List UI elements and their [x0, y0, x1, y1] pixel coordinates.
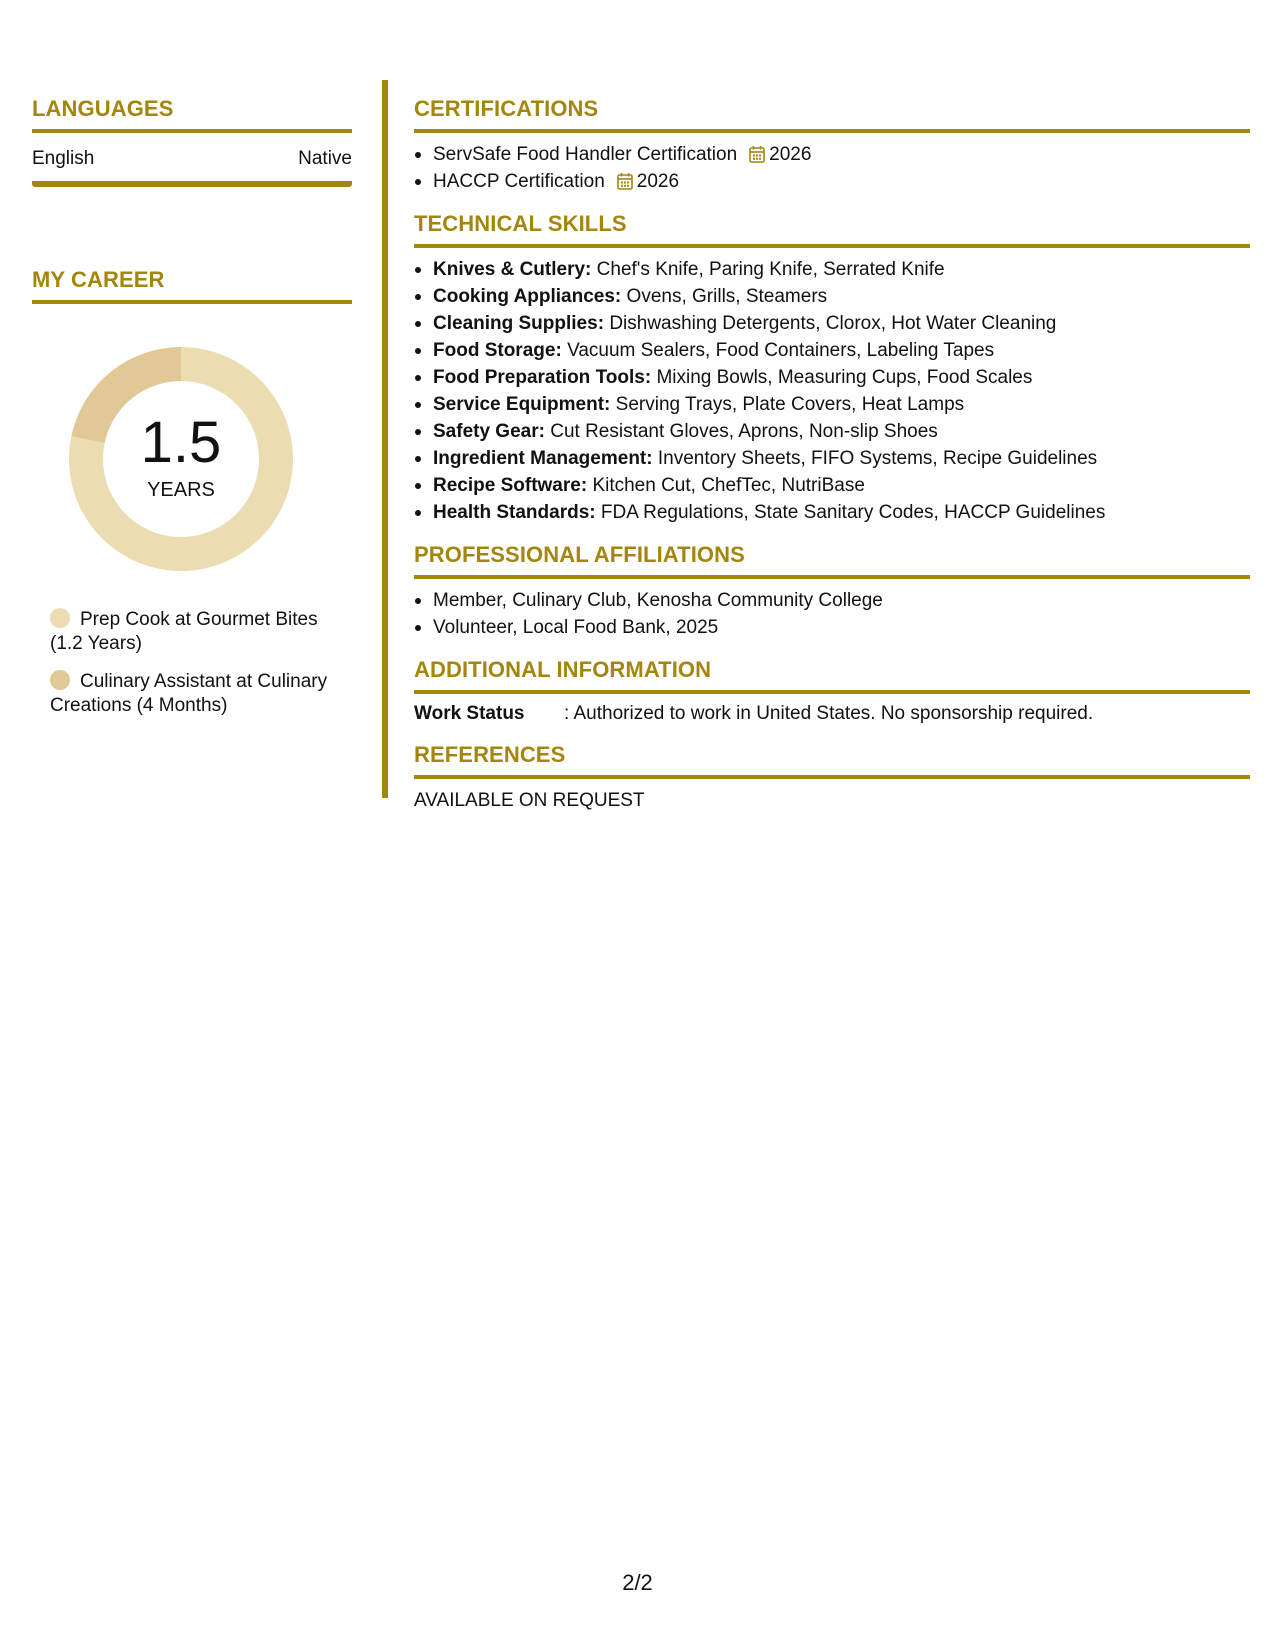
list-item [414, 337, 1250, 364]
skill-label: Ingredient Management: [433, 448, 653, 469]
skill-label: Food Preparation Tools: [433, 367, 652, 388]
skill-value: Vacuum Sealers, Food Containers, Labeling Tapes [567, 340, 995, 361]
calendar-icon [749, 145, 765, 163]
list-item: Member, Culinary Club, Kenosha Community College [414, 587, 1250, 614]
list-item [414, 418, 1250, 445]
list-item [414, 168, 1250, 195]
career-heading: MY CAREER [32, 267, 352, 304]
certification-year: 2026 [769, 144, 812, 165]
skill-value: FDA Regulations, State Sanitary Codes, HACCP Guidelines [600, 502, 1106, 523]
legend-item [50, 670, 352, 718]
right-column [414, 96, 1250, 813]
references-heading: REFERENCES [414, 742, 1250, 779]
certification-year: 2026 [636, 171, 680, 192]
list-item [414, 364, 1250, 391]
skill-label: Recipe Software: [433, 475, 588, 496]
skill-value: Mixing Bowls, Measuring Cups, Food Scales [656, 367, 1033, 388]
skill-label: Knives & Cutlery: [433, 259, 592, 280]
info-key: Work Status [414, 703, 525, 724]
page-number: 2/2 [622, 1570, 653, 1595]
language-name: English [32, 148, 95, 169]
career-legend [50, 608, 352, 718]
language-level: Native [298, 148, 352, 169]
column-divider [382, 80, 388, 798]
list-item [414, 499, 1250, 526]
skill-label: Service Equipment: [433, 394, 611, 415]
affiliations-list [414, 587, 1250, 641]
list-item [414, 310, 1250, 337]
list-item [414, 472, 1250, 499]
skill-label: Cleaning Supplies: [433, 313, 605, 334]
technical-skills-heading: TECHNICAL SKILLS [414, 211, 1250, 248]
references-text: AVAILABLE ON REQUEST [414, 790, 645, 811]
career-total-unit: YEARS [147, 479, 215, 501]
skill-value: Dishwashing Detergents, Clorox, Hot Water Cleaning [609, 313, 1057, 334]
skill-label: Cooking Appliances: [433, 286, 622, 307]
skill-value: Kitchen Cut, ChefTec, NutriBase [592, 475, 865, 496]
legend-dot-icon [50, 608, 70, 628]
additional-info-heading: ADDITIONAL INFORMATION [414, 657, 1250, 694]
languages-heading: LANGUAGES [32, 96, 352, 133]
list-item [414, 391, 1250, 418]
skill-label: Health Standards: [433, 502, 596, 523]
list-item [414, 445, 1250, 472]
skill-value: Ovens, Grills, Steamers [626, 286, 828, 307]
legend-dot-icon [50, 670, 70, 690]
skill-value: Serving Trays, Plate Covers, Heat Lamps [615, 394, 965, 415]
list-item [414, 256, 1250, 283]
list-item: Volunteer, Local Food Bank, 2025 [414, 614, 1250, 641]
technical-skills-list [414, 256, 1250, 526]
skill-value: Inventory Sheets, FIFO Systems, Recipe Guidelines [657, 448, 1098, 469]
skill-value: Cut Resistant Gloves, Aprons, Non-slip Shoes [550, 421, 938, 442]
certifications-list [414, 141, 1250, 195]
language-row [32, 133, 352, 187]
skill-label: Food Storage: [433, 340, 562, 361]
info-row [414, 702, 1250, 726]
certification-name: ServSafe Food Handler Certification [433, 144, 738, 165]
legend-item [50, 608, 352, 656]
affiliations-heading: PROFESSIONAL AFFILIATIONS [414, 542, 1250, 579]
certifications-heading: CERTIFICATIONS [414, 96, 1250, 133]
career-donut-chart [66, 344, 296, 574]
legend-label: Prep Cook at Gourmet Bites (1.2 Years) [50, 609, 318, 654]
skill-label: Safety Gear: [433, 421, 545, 442]
certification-name: HACCP Certification [433, 171, 605, 192]
list-item [414, 141, 1250, 168]
career-total-value: 1.5 [140, 410, 222, 475]
skill-value: Chef's Knife, Paring Knife, Serrated Knife [596, 259, 945, 280]
legend-label: Culinary Assistant at Culinary Creations (4 Months) [50, 671, 328, 716]
list-item [414, 283, 1250, 310]
donut-center [66, 344, 296, 574]
calendar-icon [617, 172, 633, 190]
left-column [32, 96, 352, 732]
info-value: : Authorized to work in United States. No sponsorship required. [564, 703, 1094, 724]
